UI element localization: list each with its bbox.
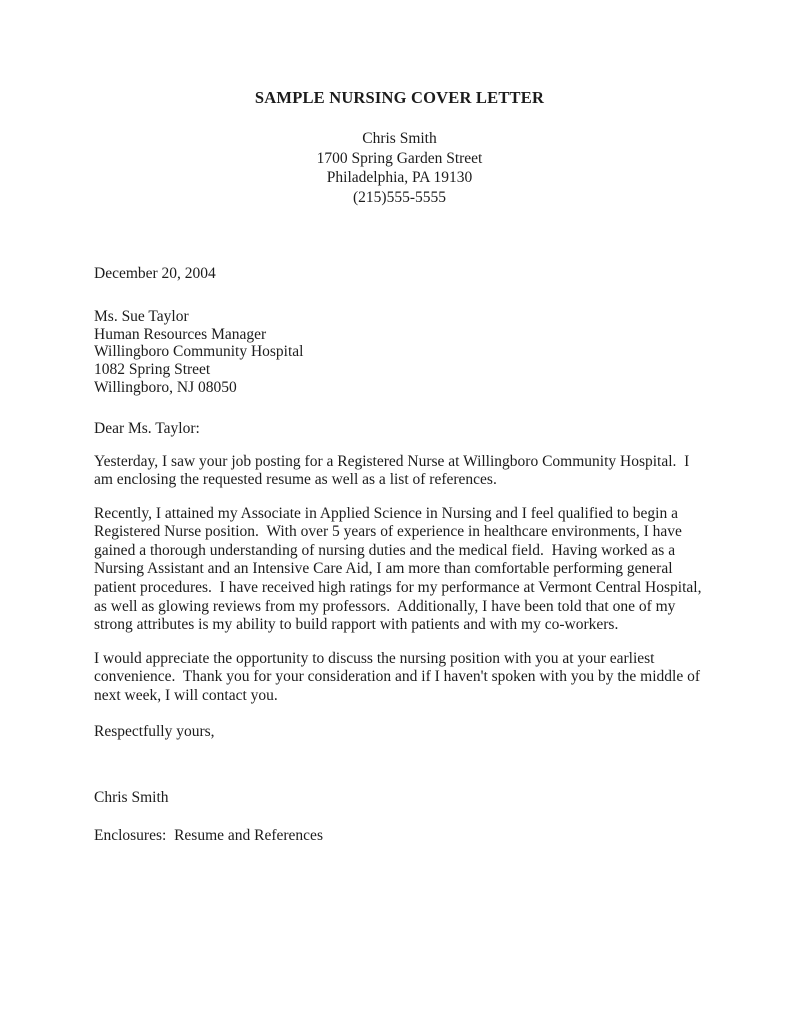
sender-phone: (215)555-5555	[353, 188, 446, 206]
salutation: Dear Ms. Taylor:	[94, 419, 200, 437]
recipient-name: Ms. Sue Taylor	[94, 308, 189, 325]
letter-title: SAMPLE NURSING COVER LETTER	[254, 88, 545, 107]
sender-city-state-zip: Philadelphia, PA 19130	[326, 169, 473, 186]
body-paragraph-1: Yesterday, I saw your job posting for a Registered Nurse at Willingboro Community Hospital. I am enclosing the requested resume as well as a list of references.	[94, 452, 694, 489]
recipient-title: Human Resources Manager	[94, 325, 267, 343]
sender-street: 1700 Spring Garden Street	[316, 149, 483, 167]
sender-name: Chris Smith	[362, 130, 437, 147]
recipient-city-state-zip: Willingboro, NJ 08050	[94, 378, 237, 396]
recipient-street: 1082 Spring Street	[94, 361, 211, 379]
signature-name: Chris Smith	[94, 788, 169, 806]
enclosures-line: Enclosures: Resume and References	[94, 826, 323, 844]
letter-date: December 20, 2004	[94, 265, 216, 282]
body-paragraph-3: I would appreciate the opportunity to discuss the nursing position with you at your earliest convenience. Thank you for your consideration and if I haven't spoken with you by the middle of next week, I will contact you.	[94, 649, 704, 705]
closing-line: Respectfully yours,	[94, 722, 215, 740]
body-paragraph-2: Recently, I attained my Associate in Applied Science in Nursing and I feel qualified to begin a Registered Nurse position. With over 5 years of experience in healthcare environments, I have gained a thorough understanding of nursing duties and the medical field. Having worked as a Nursing Assistant and an Intensive Care Aid, I am more than comfortable performing general patient procedures. I have received high ratings for my performance at Vermont Central Hospital, as well as glowing reviews from my professors. Additionally, I have been told that one of my strong attributes is my ability to build rapport with patients and with my co-workers.	[94, 504, 706, 634]
sender-address-block	[94, 129, 705, 207]
recipient-address-block	[94, 308, 705, 397]
recipient-organization: Willingboro Community Hospital	[94, 343, 304, 361]
